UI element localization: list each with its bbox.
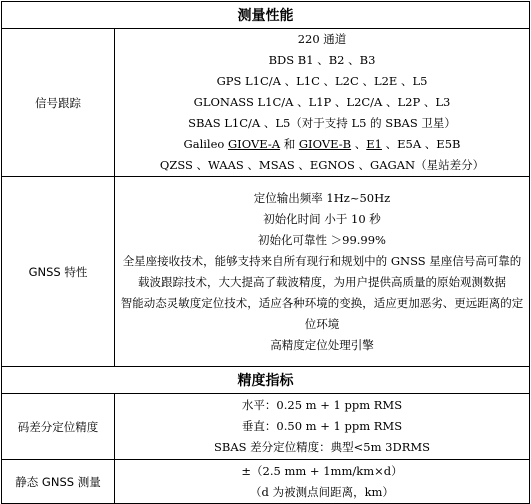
- galileo-prefix: Galileo: [183, 137, 228, 151]
- dynamic-sensitivity-paragraph: 智能动态灵敏度定位技术，适应各种环境的变换，适应更加恶劣、更远距离的定位环境: [120, 295, 524, 331]
- galileo-and: 和: [280, 137, 299, 151]
- measurement-section-title: 测量性能: [2, 2, 530, 29]
- output-rate-line: 定位输出频率 1Hz~50Hz: [253, 190, 391, 205]
- code-diff-row: [2, 394, 530, 460]
- galileo-sep: 、: [351, 137, 367, 151]
- signal-tracking-content: [115, 29, 530, 177]
- gnss-features-label: GNSS 特性: [2, 177, 115, 367]
- full-constellation-paragraph: 全星座接收技术，能够支持来自所有现行和规划中的 GNSS 星座信号高可靠的载波跟踪技术，大大提高了载波精度，为用户提供高质量的原始观测数据: [122, 253, 522, 289]
- gnss-features-row: [2, 177, 530, 367]
- signal-tracking-label: 信号跟踪: [2, 29, 115, 177]
- qzss-line: QZSS 、WAAS 、MSAS 、EGNOS 、GAGAN（星站差分）: [159, 158, 485, 172]
- static-gnss-row: [2, 460, 530, 504]
- measurement-section-row: [2, 2, 530, 29]
- engine-line: 高精度定位处理引擎: [270, 337, 374, 352]
- galileo-rest: 、E5A 、E5B: [381, 137, 461, 151]
- giove-a-text: GIOVE-A: [228, 137, 281, 151]
- gnss-features-content: [115, 177, 530, 367]
- signal-tracking-row: [2, 29, 530, 177]
- e1-text: E1: [366, 137, 382, 151]
- galileo-line: [115, 134, 529, 155]
- spec-table: [1, 1, 530, 504]
- init-time-line: 初始化时间 小于 10 秒: [263, 211, 381, 226]
- static-formula-line: ±（2.5 mm + 1mm/km×d）: [241, 463, 403, 478]
- static-gnss-label: 静态 GNSS 测量: [2, 460, 115, 504]
- giove-b-text: GIOVE-B: [298, 137, 352, 151]
- channels-line: 220 通道: [297, 32, 347, 46]
- code-diff-content: [115, 394, 530, 460]
- glonass-line: GLONASS L1C/A 、L1P 、L2C/A 、L2P 、L3: [193, 95, 451, 109]
- precision-section-title: 精度指标: [2, 367, 530, 394]
- sbas-line: SBAS L1C/A 、L5（对于支持 L5 的 SBAS 卫星）: [188, 116, 456, 130]
- horizontal-accuracy-line: 水平：0.25 m + 1 ppm RMS: [241, 398, 403, 412]
- gps-line: GPS L1C/A 、L1C 、L2C 、L2E 、L5: [216, 74, 428, 88]
- bds-line: BDS B1 、B2 、B3: [268, 53, 376, 67]
- code-diff-label: 码差分定位精度: [2, 394, 115, 460]
- precision-section-row: [2, 367, 530, 394]
- static-gnss-content: [115, 460, 530, 504]
- init-reliability-line: 初始化可靠性 ＞99.99%: [257, 232, 386, 247]
- vertical-accuracy-line: 垂直：0.50 m + 1 ppm RMS: [241, 419, 403, 433]
- sbas-accuracy-line: SBAS 差分定位精度：典型<5m 3DRMS: [213, 440, 431, 454]
- static-note-line: （d 为被测点间距离，km）: [250, 484, 394, 499]
